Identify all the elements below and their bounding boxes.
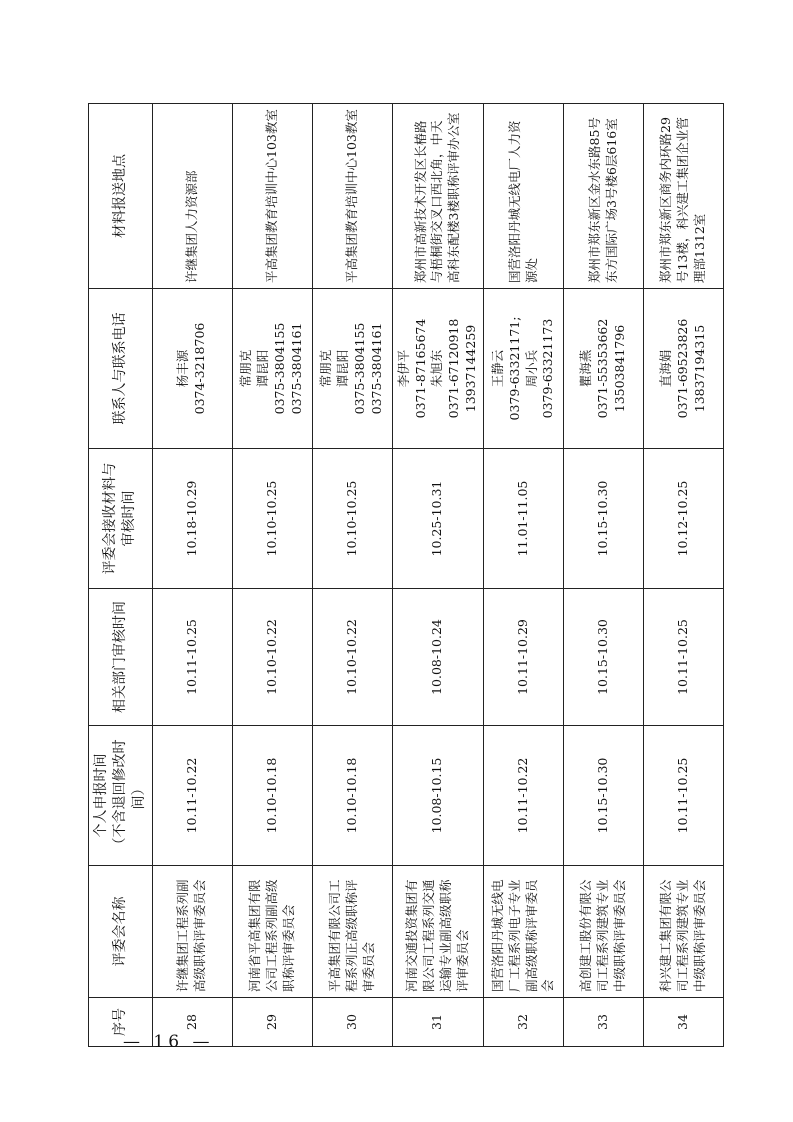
cell-contact: 直海娟 0371-69523826 13837194315	[644, 289, 724, 449]
cell-committee: 平高集团有限公司工程系列正高级职称评审委员会	[312, 866, 392, 998]
cell-dept: 10.11-10.25	[644, 589, 724, 726]
cell-no: 29	[232, 998, 312, 1047]
cell-personal: 10.11-10.22	[484, 726, 564, 866]
cell-address: 平高集团教育培训中心103教室	[232, 104, 312, 289]
cell-committee: 国营洛阳丹城无线电厂工程系列电子专业副高级职称评审委员会	[484, 866, 564, 998]
cell-dept: 10.10-10.22	[232, 589, 312, 726]
header-address: 材料报送地点	[89, 104, 153, 289]
cell-address: 郑州市高新技术开发区长椿路与梧桐街交叉口西北角，中天高科东配楼3楼职称评审办公室	[392, 104, 483, 289]
cell-personal: 10.15-10.30	[564, 726, 644, 866]
cell-dept: 10.15-10.30	[564, 589, 644, 726]
cell-personal: 10.10-10.18	[232, 726, 312, 866]
table-row	[644, 104, 724, 1047]
cell-review: 10.10-10.25	[312, 449, 392, 589]
cell-address: 许继集团人力资源部	[152, 104, 232, 289]
cell-review: 10.12-10.25	[644, 449, 724, 589]
cell-no: 34	[644, 998, 724, 1047]
cell-dept: 10.11-10.29	[484, 589, 564, 726]
cell-address: 郑州市郑东新区商务内环路29号13楼，科兴建工集团企业管理部1312室	[644, 104, 724, 289]
cell-committee: 河南省平高集团有限公司工程系列副高级职称评审委员会	[232, 866, 312, 998]
table-row	[152, 104, 232, 1047]
table-row	[484, 104, 564, 1047]
cell-review: 11.01-11.05	[484, 449, 564, 589]
table-header-row	[89, 104, 153, 1047]
header-contact: 联系人与联系电话	[89, 289, 153, 449]
cell-contact: 李伊平 0371-87165674 朱旭东 0371-67120918 13937144259	[392, 289, 483, 449]
cell-no: 28	[152, 998, 232, 1047]
rotated-table-frame	[88, 104, 711, 1047]
cell-personal: 10.10-10.18	[312, 726, 392, 866]
cell-review: 10.15-10.30	[564, 449, 644, 589]
cell-address: 平高集团教育培训中心103教室	[312, 104, 392, 289]
table-row	[564, 104, 644, 1047]
cell-no: 30	[312, 998, 392, 1047]
cell-review: 10.25-10.31	[392, 449, 483, 589]
cell-contact: 王静云 0379-63321171; 周小兵 0379-63321173	[484, 289, 564, 449]
table-row	[312, 104, 392, 1047]
cell-dept: 10.10-10.22	[312, 589, 392, 726]
cell-contact: 常朋克 谭昆阳 0375-3804155 0375-3804161	[232, 289, 312, 449]
header-no: 序号	[89, 998, 153, 1047]
cell-address: 国营洛阳丹城无线电厂人力资源处	[484, 104, 564, 289]
cell-personal: 10.11-10.22	[152, 726, 232, 866]
header-personal: 个人申报时间 （不含退回修改时间）	[89, 726, 153, 866]
cell-no: 31	[392, 998, 483, 1047]
table-row	[392, 104, 483, 1047]
cell-personal: 10.11-10.25	[644, 726, 724, 866]
page-number: — 16 —	[123, 1032, 214, 1052]
table-row	[232, 104, 312, 1047]
cell-contact: 常朋克 谭昆阳 0375-3804155 0375-3804161	[312, 289, 392, 449]
cell-contact: 瞿海燕 0371-55353662 13503841796	[564, 289, 644, 449]
cell-no: 33	[564, 998, 644, 1047]
cell-committee: 高创建工股份有限公司工程系列建筑专业中级职称评审委员会	[564, 866, 644, 998]
cell-committee: 河南交通投资集团有限公司工程系列交通运输专业副高级职称评审委员会	[392, 866, 483, 998]
header-committee: 评委会名称	[89, 866, 153, 998]
cell-review: 10.18-10.29	[152, 449, 232, 589]
cell-no: 32	[484, 998, 564, 1047]
cell-committee: 科兴建工集团有限公司工程系列建筑专业中级职称评审委员会	[644, 866, 724, 998]
committee-schedule-table	[88, 103, 724, 1047]
cell-dept: 10.08-10.24	[392, 589, 483, 726]
cell-dept: 10.11-10.25	[152, 589, 232, 726]
cell-contact: 杨丰源 0374-3218706	[152, 289, 232, 449]
header-review: 评委会接收材料与 审核时间	[89, 449, 153, 589]
header-dept: 相关部门审核时间	[89, 589, 153, 726]
cell-committee: 许继集团工程系列副高级职称评审委员会	[152, 866, 232, 998]
cell-personal: 10.08-10.15	[392, 726, 483, 866]
cell-review: 10.10-10.25	[232, 449, 312, 589]
cell-address: 郑州市郑东新区金水东路85号东方国际广场3号楼6层616室	[564, 104, 644, 289]
